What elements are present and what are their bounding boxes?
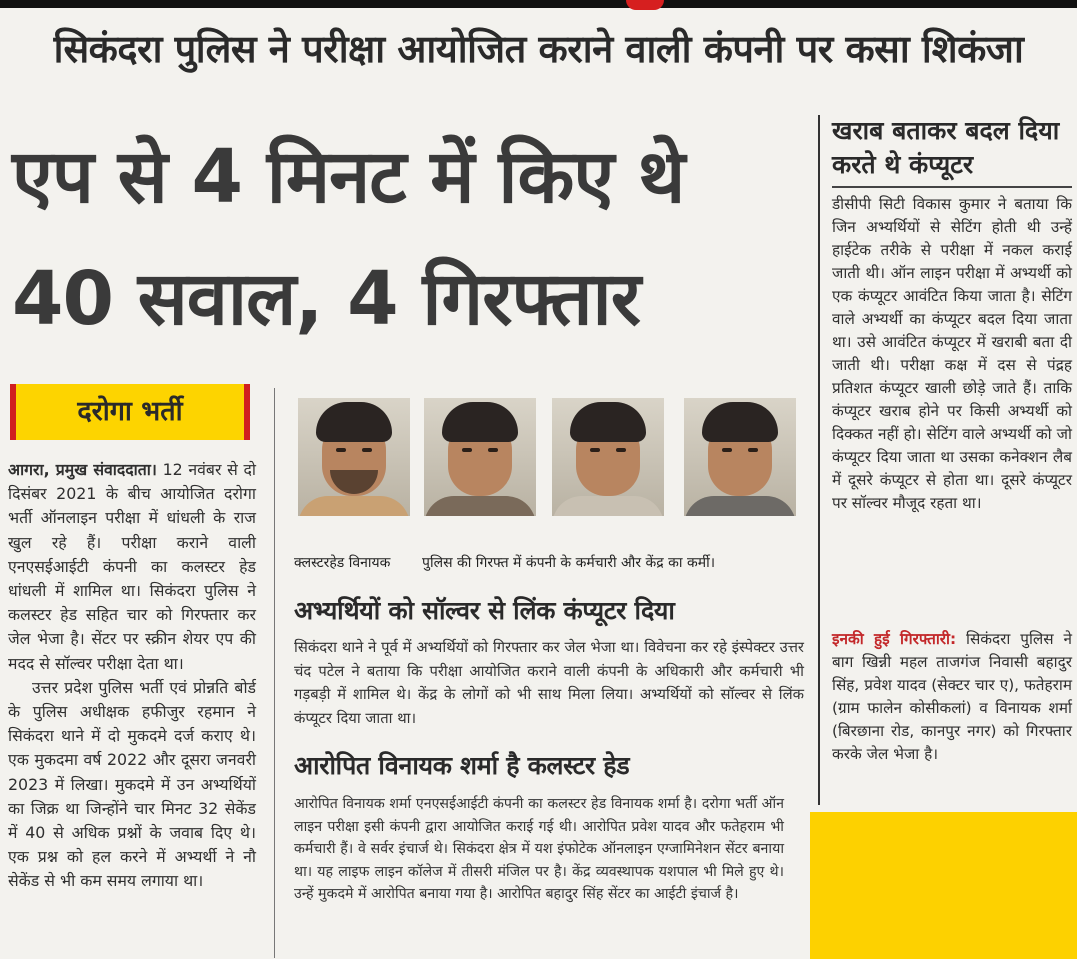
photo-caption-1: क्लस्टरहेड विनायक <box>294 555 391 571</box>
photo-accused-2 <box>424 398 536 516</box>
arrest-text: सिकंदरा पुलिस ने बाग खिन्नी महल ताजगंज निवासी बहादुर सिंह, प्रवेश यादव (सेक्टर चार ए), फतेहराम (ग्राम फालेन कोसीकलां) व विनायक शर्मा (बिरछाना रोड, कानपुर नगर) को गिरफ्तार करके जेल भेजा है। <box>832 630 1072 763</box>
dateline: आगरा, प्रमुख संवाददाता। <box>8 460 157 479</box>
section-tag: दरोगा भर्ती <box>10 384 250 440</box>
section1-heading: अभ्यर्थियों को सॉल्वर से लिंक कंप्यूटर दिया <box>294 596 675 625</box>
top-bar <box>0 0 1077 8</box>
left-para-1 <box>8 458 256 676</box>
left-column-article <box>8 458 256 894</box>
main-headline-line2: 40 सवाल, 4 गिरफ्तार <box>12 256 640 342</box>
photo-accused-vinayak <box>298 398 410 516</box>
sidebar-title: खराब बताकर बदल दिया करते थे कंप्यूटर <box>832 116 1060 179</box>
sidebar-text: डीसीपी सिटी विकास कुमार ने बताया कि जिन अभ्यर्थियों से सेटिंग होती थी उन्हें हाईटेक तरीके से परीक्षा में नकल कराई जाती थी। ऑन लाइन परीक्षा में अभ्यर्थी को एक कंप्यूटर आवंटित किया जाता है। सेटिंग वाले अभ्यर्थी का कंप्यूटर बदल दिया जाता था। उसे आवंटित कंप्यूटर में खराबी बता दी जाती थी। परीक्षा कक्ष में दस से पंद्रह प्रतिशत कंप्यूटर खाली छोड़े जाते हैं। ताकि कंप्यूटर खराब होने पर किसी अभ्यर्थी को दिक्कत नहीं हो। सेटिंग वाले अभ्यर्थी को जो कंप्यूटर दिया जाता था उसका कनेक्शन लैब में दूसरे कंप्यूटर से होता था। दूसरे कंप्यूटर पर सॉल्वर मौजूद रहता था। <box>832 195 1072 512</box>
main-headline-line1: एप से 4 मिनट में किए थे <box>12 134 685 220</box>
left-para-1-text: 12 नवंबर से दो दिसंबर 2021 के बीच आयोजित दरोगा भर्ती ऑनलाइन परीक्षा में धांधली के राज खुल रहे हैं। परीक्षा कराने वाली एनएसईआईटी कंपनी का कलस्टर हेड धांधली में शामिल था। सिकंदरा पुलिस ने कलस्टर हेड सहित चार को गिरफ्तार कर जेल भेजा है। सेंटर पर स्क्रीन शेयर एप की मदद से सॉल्वर परीक्षा देता था। <box>8 460 256 673</box>
sidebar-divider <box>818 115 820 805</box>
arrest-label: इनकी हुई गिरफ्तारी: <box>832 630 957 648</box>
sidebar-title-rule <box>832 186 1072 188</box>
masthead-red-tab <box>626 0 664 10</box>
section1-text: सिकंदरा थाने ने पूर्व में अभ्यर्थियों को गिरफ्तार कर जेल भेजा था। विवेचना कर रहे इंस्पेक्टर उत्तर चंद पटेल ने बताया कि परीक्षा आयोजित कराने वाली कंपनी के अधिकारी और कर्मचारी भी गड़बड़ी में शामिल थे। केंद्र के लोगों को भी साथ मिला लिया। अभ्यर्थियों को सॉल्वर से लिंक कंप्यूटर दिया जाता था। <box>294 639 804 727</box>
sidebar-arrest-note <box>832 628 1072 766</box>
section2-heading: आरोपित विनायक शर्मा है कलस्टर हेड <box>294 751 630 780</box>
corner-yellow-box <box>810 812 1077 959</box>
section2-text: आरोपित विनायक शर्मा एनएसईआईटी कंपनी का कलस्टर हेड विनायक शर्मा है। दरोगा भर्ती ऑन लाइन परीक्षा इसी कंपनी द्वारा आयोजित कराई गई थी। आरोपित प्रवेश यादव और फतेहराम भी कर्मचारी हैं। वे सर्वर इंचार्ज थे। सिकंदरा क्षेत्र में यश इंफोटेक ऑनलाइन एग्जामिनेशन सेंटर बनाया था। यह लाइफ लाइन कॉलेज में तीसरी मंजिल पर है। केंद्र व्यवस्थापक यशपाल भी मिले हुए थे। उन्हें मुकदमे में आरोपित बनाया गया है। आरोपित बहादुर सिंह सेंटर का आईटी इंचार्ज है। <box>294 796 784 903</box>
column-divider <box>274 388 275 958</box>
photo-accused-3 <box>552 398 664 516</box>
photo-accused-4 <box>684 398 796 516</box>
photo-caption-2: पुलिस की गिरफ्त में कंपनी के कर्मचारी और केंद्र का कर्मी। <box>422 555 716 571</box>
left-para-2: उत्तर प्रदेश पुलिस भर्ती एवं प्रोन्नति बोर्ड के पुलिस अधीक्षक हफीजुर रहमान ने सिकंदरा थाने में दो मुकदमे दर्ज कराए थे। एक मुकदमा वर्ष 2022 और दूसरा जनवरी 2023 में लिखा। मुकदमे में उन अभ्यर्थियों का जिक्र था जिन्होंने चार मिनट 32 सेकेंड में 40 से अधिक प्रश्नों के जवाब दिए थे। एक प्रश्न को हल करने में अभ्यर्थी ने नौ सेकेंड से भी कम समय लगाया था। <box>8 677 256 891</box>
page-headline: सिकंदरा पुलिस ने परीक्षा आयोजित कराने वाली कंपनी पर कसा शिकंजा <box>53 27 1024 71</box>
